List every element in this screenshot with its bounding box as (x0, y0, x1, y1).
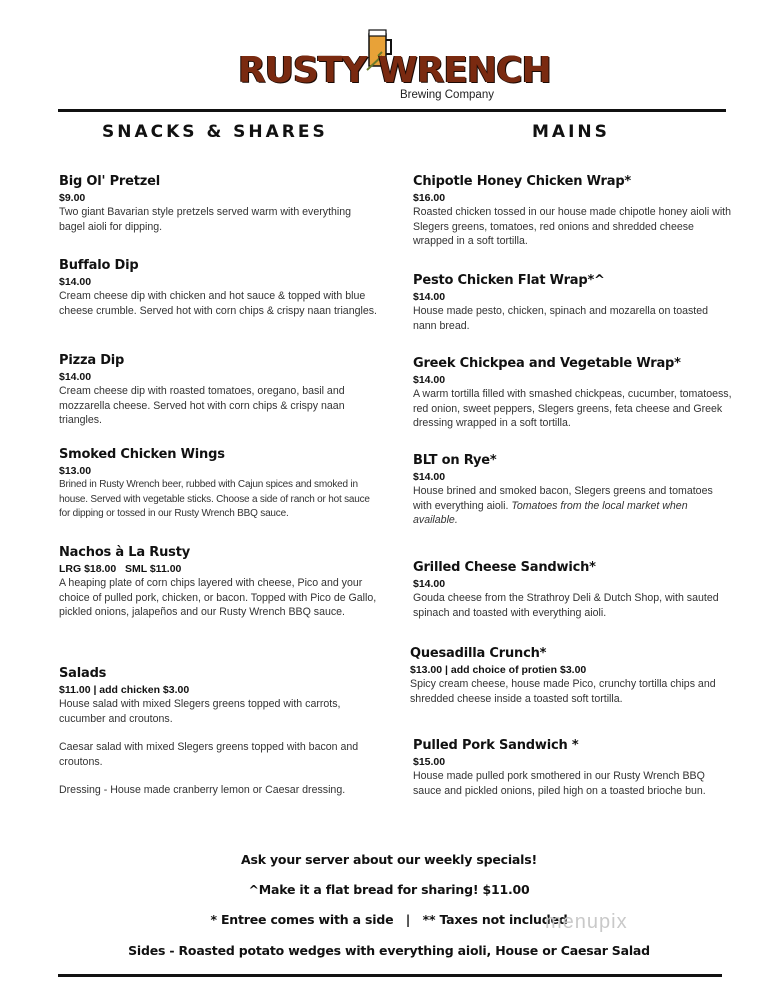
item-description-note: Tomatoes from the local market when available. (413, 499, 688, 526)
item-description: Cream cheese dip with roasted tomatoes, oregano, basil and mozzarella cheese. Served hot with corn chips & crispy naan triangles. (59, 385, 345, 426)
item-description: House made pesto, chicken, spinach and mozarella on toasted nann bread. (413, 305, 709, 332)
item-name: Big Ol' Pretzel (59, 174, 161, 189)
top-divider (58, 109, 726, 112)
item-name: Pizza Dip (59, 353, 125, 368)
item-name: Buffalo Dip (59, 258, 139, 273)
section-title-mains: MAINS (532, 122, 610, 142)
logo-tagline: Brewing Company (400, 89, 494, 101)
item-description: House salad with mixed Slegers greens topped with carrots, cucumber and croutons. (59, 698, 341, 725)
item-price: $13.00 (59, 465, 92, 477)
item-price: $14.00 (59, 276, 92, 288)
brand-logo (238, 22, 551, 108)
menu-item (413, 174, 733, 249)
item-description: A heaping plate of corn chips layered with cheese, Pico and your choice of pulled pork, chicken, or bacon. Topped with Pico de Gallo, pickled onions, jalapeños and our Rusty Wrench BBQ sauce. (59, 577, 377, 618)
item-name: Chipotle Honey Chicken Wrap* (413, 174, 632, 189)
item-name: Pesto Chicken Flat Wrap*^ (413, 273, 605, 288)
menu-item (59, 666, 379, 798)
item-description: Dressing - House made cranberry lemon or Caesar dressing. (59, 784, 346, 796)
item-description: House made pulled pork smothered in our Rusty Wrench BBQ sauce and pickled onions, piled high on a toasted brioche bun. (413, 770, 706, 797)
item-description: Roasted chicken tossed in our house made chipotle honey aioli with Slegers greens, tomatoes, red onions and shredded cheese wrapped in a soft tortilla. (413, 206, 732, 247)
item-name: Grilled Cheese Sandwich* (413, 560, 596, 575)
item-price: $13.00 | add choice of protien $3.00 (410, 664, 587, 676)
bottom-divider (58, 974, 722, 977)
item-description: Two giant Bavarian style pretzels served warm with everything bagel aioli for dipping. (59, 206, 352, 233)
footer-specials: Ask your server about our weekly specials! (241, 852, 537, 867)
item-price: $14.00 (413, 291, 446, 303)
section-title-snacks: SNACKS & SHARES (102, 122, 328, 142)
item-price: $9.00 (59, 192, 86, 204)
menu-item (59, 174, 379, 234)
menu-item (413, 273, 733, 333)
footer-sides: Sides - Roasted potato wedges with everything aioli, House or Caesar Salad (128, 943, 650, 958)
item-name: Nachos à La Rusty (59, 545, 190, 560)
item-price: $14.00 (59, 371, 92, 383)
item-name: Pulled Pork Sandwich * (413, 738, 579, 753)
item-description: Spicy cream cheese, house made Pico, crunchy tortilla chips and shredded cheese inside a toasted soft tortilla. (410, 678, 716, 705)
menu-item (410, 646, 730, 706)
item-name: Salads (59, 666, 107, 681)
item-description: A warm tortilla filled with smashed chickpeas, cucumber, tomatoess, red onion, sweet peppers, Slegers greens, feta cheese and Greek dressing wrapped in a soft tortilla. (413, 388, 732, 429)
logo-wordmark: RUSTY WRENCH (238, 50, 551, 91)
menu-item (59, 353, 379, 428)
menu-item (413, 453, 733, 528)
item-description: Cream cheese dip with chicken and hot sauce & topped with blue cheese crumble. Served hot with corn chips & crispy naan triangles. (59, 290, 377, 317)
menu-item (59, 447, 379, 522)
menu-item (413, 356, 733, 431)
item-price: $15.00 (413, 756, 446, 768)
item-name: Smoked Chicken Wings (59, 447, 225, 462)
menu-item (59, 258, 379, 318)
menu-item (413, 560, 733, 620)
item-price: $14.00 (413, 578, 446, 590)
item-description: Caesar salad with mixed Slegers greens topped with bacon and croutons. (59, 741, 359, 768)
menu-item (59, 545, 379, 620)
item-price: LRG $18.00 SML $11.00 (59, 563, 182, 575)
item-price: $11.00 | add chicken $3.00 (59, 684, 190, 696)
item-description: Gouda cheese from the Strathroy Deli & Dutch Shop, with sauted spinach and toasted with everything aioli. (413, 592, 719, 619)
footer-notes: * Entree comes with a side | ** Taxes not included (210, 912, 568, 927)
item-name: BLT on Rye* (413, 453, 497, 468)
footer-flatbread: ^Make it a flat bread for sharing! $11.00 (248, 882, 530, 897)
menu-item (413, 738, 733, 798)
item-description (413, 484, 733, 528)
item-price: $16.00 (413, 192, 446, 204)
item-price: $14.00 (413, 374, 446, 386)
item-price: $14.00 (413, 471, 446, 483)
item-name: Quesadilla Crunch* (410, 646, 547, 661)
item-description-text: House brined and smoked bacon, Slegers greens and tomatoes with everything aioli. (413, 485, 713, 512)
item-description: Brined in Rusty Wrench beer, rubbed with Cajun spices and smoked in house. Served with vegetable sticks. Choose a side of ranch or hot sauce for dipping or tossed in our Rusty Wrench BBQ sauce. (59, 479, 370, 519)
item-name: Greek Chickpea and Vegetable Wrap* (413, 356, 681, 371)
watermark: menupix (545, 911, 628, 933)
